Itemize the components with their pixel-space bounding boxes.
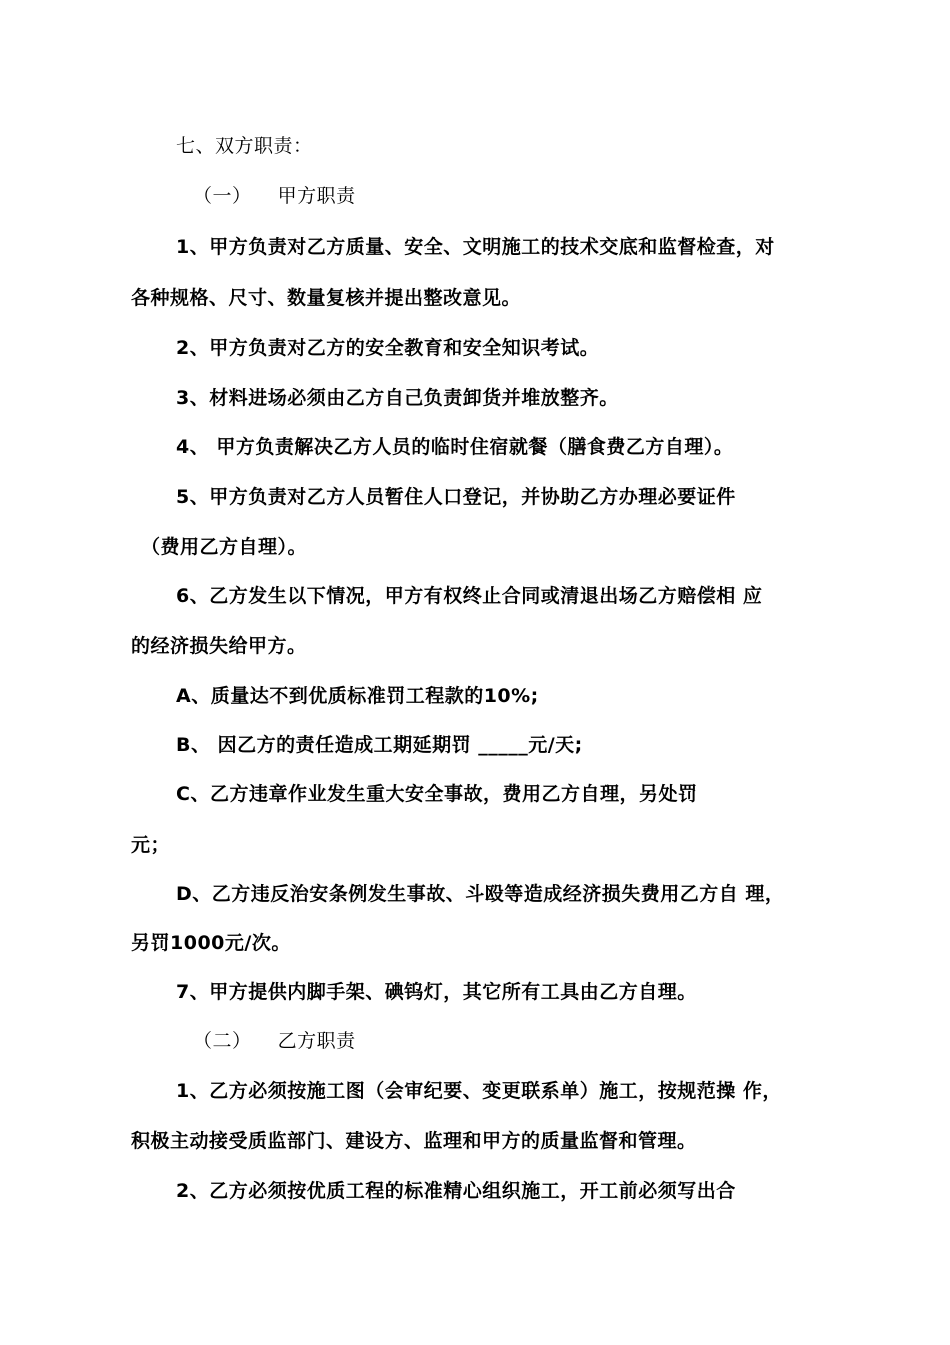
paragraph-line: 5、甲方负责对乙方人员暂住人口登记，并协助乙方办理必要证件 <box>176 486 736 508</box>
section-heading: 七、双方职责： <box>176 135 313 157</box>
subsection-heading-party-b: （二） 乙方职责 <box>193 1030 356 1052</box>
paragraph-line: 积极主动接受质监部门、建设方、监理和甲方的质量监督和管理。 <box>131 1130 697 1152</box>
paragraph-line: 4、 甲方负责解决乙方人员的临时住宿就餐（膳食费乙方自理）。 <box>176 436 734 458</box>
paragraph-line: 各种规格、尺寸、数量复核并提出整改意见。 <box>131 287 522 309</box>
paragraph-line: B、 因乙方的责任造成工期延期罚 _____元/天; <box>176 734 583 756</box>
paragraph-line: 1、乙方必须按施工图（会审纪要、变更联系单）施工，按规范操 作， <box>176 1080 782 1102</box>
paragraph-line: 2、甲方负责对乙方的安全教育和安全知识考试。 <box>176 337 600 359</box>
paragraph-line: （费用乙方自理）。 <box>141 536 308 558</box>
paragraph-line: 的经济损失给甲方。 <box>131 635 307 657</box>
paragraph-line: 3、材料进场必须由乙方自己负责卸货并堆放整齐。 <box>176 387 619 409</box>
paragraph-line: 7、甲方提供内脚手架、碘钨灯，其它所有工具由乙方自理。 <box>176 981 697 1003</box>
paragraph-line: 1、甲方负责对乙方质量、安全、文明施工的技术交底和监督检查，对 <box>176 236 775 258</box>
subsection-heading-party-a: （一） 甲方职责 <box>193 185 356 207</box>
paragraph-line: C、乙方违章作业发生重大安全事故，费用乙方自理，另处罚 <box>176 783 698 805</box>
paragraph-line: 元； <box>131 834 171 856</box>
paragraph-line: 另罚1000元/次。 <box>131 932 291 954</box>
paragraph-line: D、乙方违反治安条例发生事故、斗殴等造成经济损失费用乙方自 理， <box>176 883 785 905</box>
paragraph-line: A、质量达不到优质标准罚工程款的10%; <box>176 685 539 707</box>
paragraph-line: 6、乙方发生以下情况，甲方有权终止合同或清退出场乙方赔偿相 应 <box>176 585 763 607</box>
paragraph-line: 2、乙方必须按优质工程的标准精心组织施工，开工前必须写出合 <box>176 1180 736 1202</box>
